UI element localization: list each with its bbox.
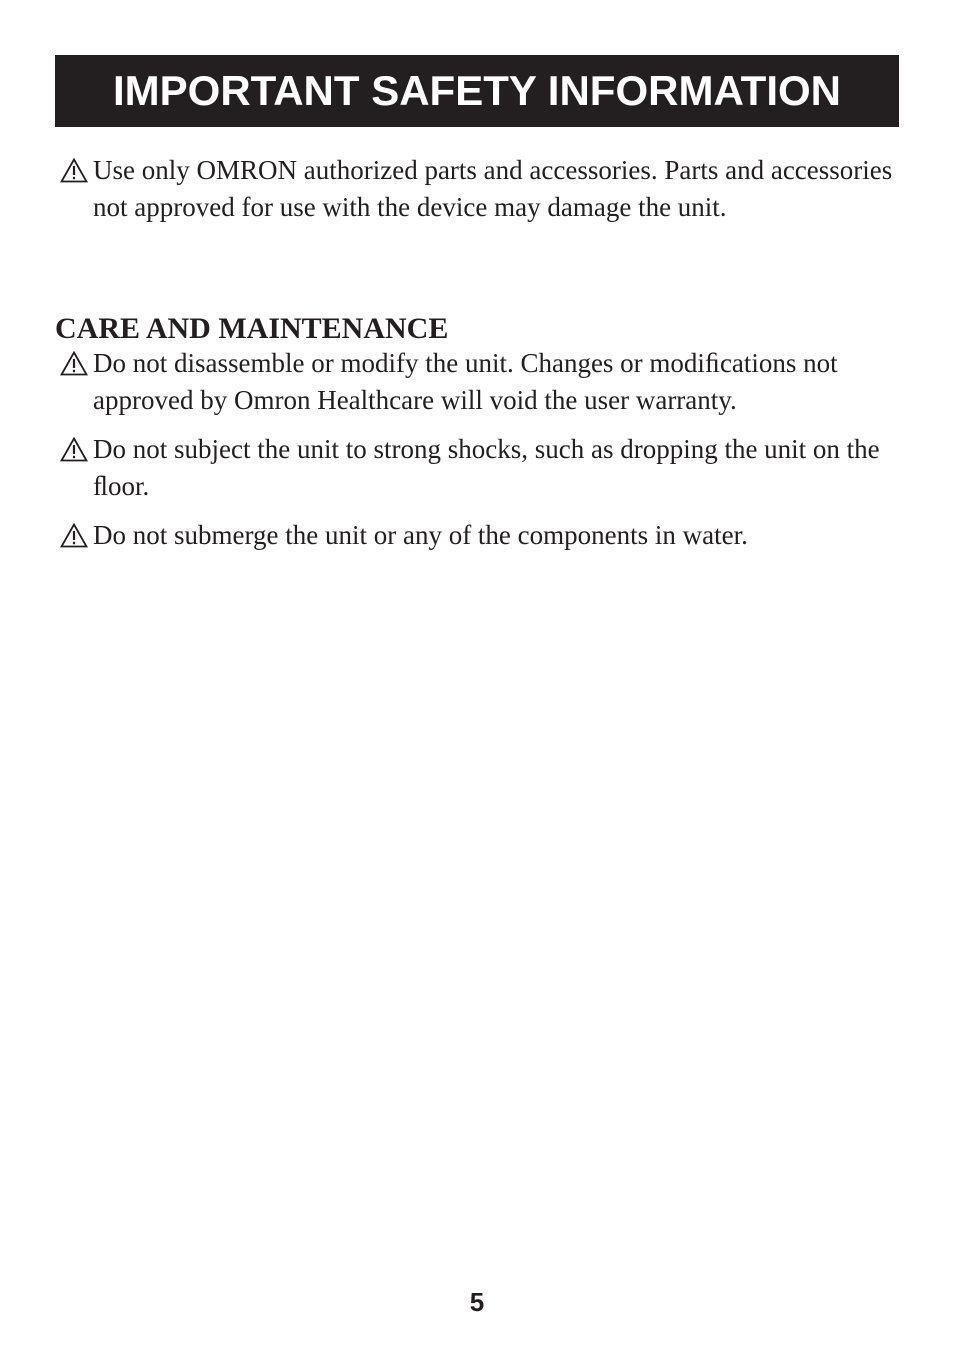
section-heading-care: CARE AND MAINTENANCE [55, 312, 449, 345]
warning-text: Use only OMRON authorized parts and accessories. Parts and accessories not approved for use with the device may damage the unit. [93, 155, 893, 222]
warning-triangle-icon [60, 437, 88, 462]
title-banner [55, 55, 899, 127]
page-title: IMPORTANT SAFETY INFORMATION [113, 67, 841, 114]
page-number: 5 [469, 1287, 485, 1317]
warning-triangle-icon [60, 351, 88, 376]
warning-item-submerge [60, 517, 900, 554]
warning-text: Do not subject the unit to strong shocks, such as dropping the unit on the ﬂoor. [93, 434, 880, 501]
warning-item-shocks [60, 431, 900, 505]
warning-item-authorized-parts [60, 152, 900, 226]
warning-item-disassemble [60, 345, 900, 419]
warning-text: Do not submerge the unit or any of the components in water. [93, 520, 748, 550]
warning-triangle-icon [60, 523, 88, 548]
warning-triangle-icon [60, 158, 88, 183]
warning-text: Do not disassemble or modify the unit. Changes or modiﬁcations not approved by Omron Healthcare will void the user warranty. [93, 348, 838, 415]
